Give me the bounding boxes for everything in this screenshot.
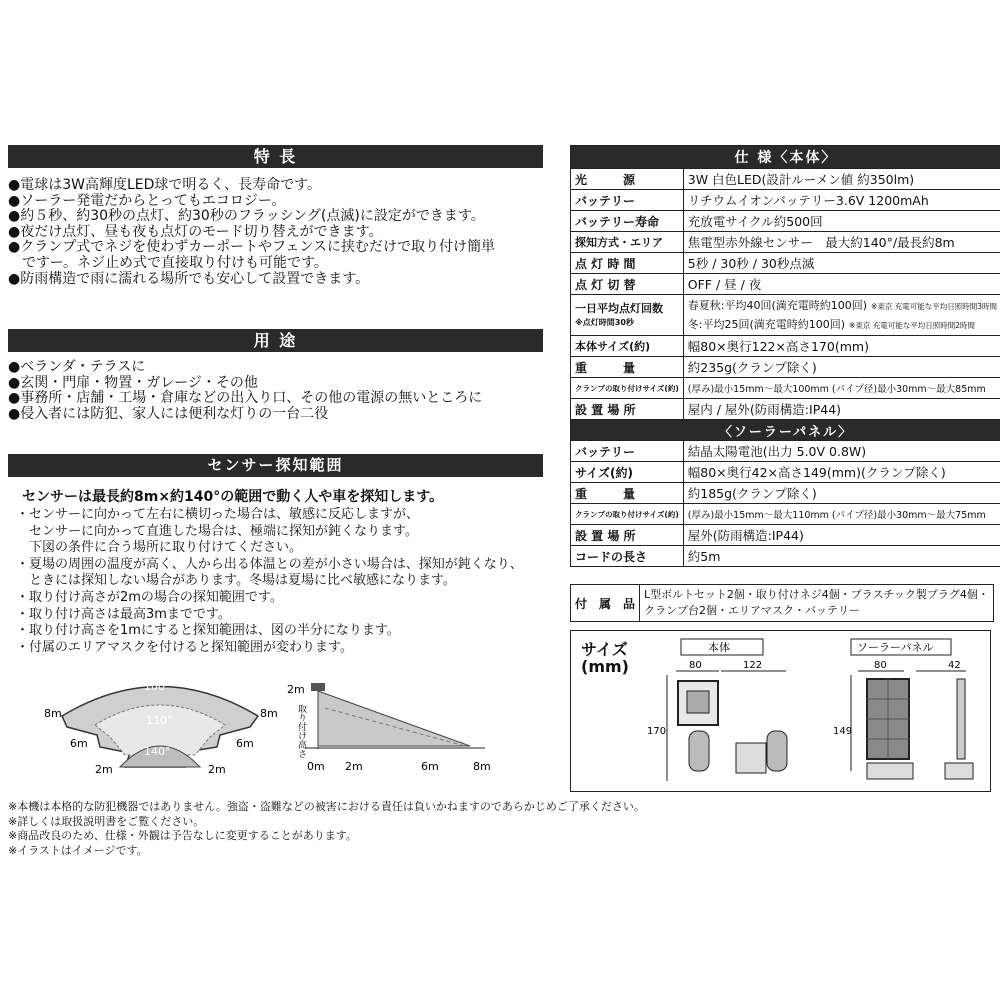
list-item: ●玄関・門扉・物置・ガレージ・その他 (8, 374, 258, 391)
table-row: クランプの取り付けサイズ(約) (厚み)最小15mm〜最大100mm (パイプ径)最小30mm〜最大85mm (571, 378, 1000, 399)
list-item: センサーに向かって直進した場合は、極端に探知が鈍くなります。 (16, 523, 418, 539)
angle-label-140: 140° (144, 745, 171, 758)
table-row (571, 295, 1000, 336)
footnote: ※本機は本格的な防犯機器ではありません。強盗・盗難などの被害における責任は負いかねますのであらかじめご了承ください。 (8, 800, 645, 813)
table-row: 付 属 品 L型ボルトセット2個・取り付けネジ4個・プラスチック製プラグ4個・ クランプ台2個・エリアマスク・バッテリー (571, 585, 994, 622)
range-label: 2m (208, 763, 226, 776)
axis-tick: 6m (421, 760, 439, 773)
list-item: ・夏場の周囲の温度が高く、人から出る体温との差が小さい場合は、探知が鈍くなり、 (16, 556, 523, 572)
list-item: ・センサーに向かって左右に横切った場合は、敏感に反応しますが、 (16, 507, 420, 522)
axis-tick: 8m (473, 760, 491, 773)
features-list (8, 178, 495, 287)
height-axis-label: 取り付け高さ (296, 704, 306, 758)
range-label: 8m (260, 707, 278, 720)
angle-label-110: 110° (146, 714, 173, 727)
list-item: ・取り付け高さを1mにすると探知範囲は、図の半分になります。 (16, 623, 400, 639)
list-item: ときには探知しない場合があります。冬場は夏場に比べ敏感になります。 (16, 573, 456, 589)
dimension-label: 42 (948, 660, 961, 671)
spec-body-table (570, 145, 1000, 567)
list-item: ●ソーラー発電だからとってもエコロジー。 (8, 192, 286, 209)
height-label: 2m (287, 683, 305, 696)
table-row: 重 量 約185g(クランプ除く) (571, 483, 1000, 504)
dimension-label: 80 (874, 660, 887, 671)
accessories-line: クランプ台2個・エリアマスク・バッテリー (644, 604, 861, 617)
footnotes (8, 800, 645, 858)
dimension-label: 149 (833, 726, 853, 737)
sensor-heading: センサー探知範囲 (8, 454, 543, 477)
table-row: クランプの取り付けサイズ(約) (厚み)最小15mm〜最大110mm (パイプ径)最小30mm〜最大75mm (571, 504, 1000, 525)
list-item: ●クランプ式でネジを使わずカーポートやフェンスに挟むだけで取り付け簡単 (8, 239, 495, 256)
list-item: ・取り付け高さが2mの場合の探知範囲です。 (16, 589, 283, 605)
list-item: 下図の条件に合う場所に取り付けてください。 (16, 540, 303, 556)
body-size-label: 本体 (708, 641, 730, 654)
table-row: 探知方式・エリア 焦電型赤外線センサー 最大約140°/最長約8m (571, 232, 1000, 253)
uses-heading: 用 途 (8, 329, 543, 352)
axis-tick: 0m (307, 760, 325, 773)
sensor-list (16, 507, 523, 656)
table-row: バッテリー 結晶太陽電池(出力 5.0V 0.8W) (571, 441, 1000, 462)
table-row: 光 源 3W 白色LED(設計ルーメン値 約350lm) (571, 169, 1000, 190)
list-item: ですー。ネジ止め式で直接取り付けも可能です。 (8, 254, 328, 271)
range-label: 6m (236, 737, 254, 750)
footnote: ※商品改良のため、仕様・外観は予告なしに変更することがあります。 (8, 829, 357, 842)
list-item: ・付属のエリアマスクを付けると探知範囲が変わります。 (16, 639, 353, 655)
features-heading: 特 長 (8, 145, 543, 168)
list-item: ●侵入者には防犯、家人には便利な灯りの一台二役 (8, 405, 329, 422)
range-label: 8m (44, 707, 62, 720)
angle-label-100: 100° (144, 680, 171, 693)
spec-panel-heading: 〈ソーラーパネル〉 (571, 420, 1000, 441)
sensor-range-diagram (40, 675, 280, 780)
spec-note: ※東京 充電可能な平均日照時間2時間 (849, 321, 975, 330)
table-row: 点 灯 切 替 OFF / 昼 / 夜 (571, 274, 1000, 295)
size-unit: (mm) (581, 657, 629, 676)
table-row: 本体サイズ(約) 幅80×奥行122×高さ170(mm) (571, 336, 1000, 357)
table-row: バッテリー寿命 充放電サイクル約500回 (571, 211, 1000, 232)
dimension-label: 122 (743, 660, 763, 671)
list-item: ●夜だけ点灯、昼も夜も点灯のモード切り替えができます。 (8, 223, 383, 240)
table-row: 設 置 場 所 屋外(防雨構造:IP44) (571, 525, 1000, 546)
spec-note: ※東京 充電可能な平均日照時間3時間 (871, 302, 997, 311)
range-label: 6m (70, 737, 88, 750)
mount-height-diagram (285, 678, 500, 778)
list-item: ●防雨構造で雨に濡れる場所でも安心して設置できます。 (8, 270, 370, 287)
table-row: バッテリー リチウムイオンバッテリー3.6V 1200mAh (571, 190, 1000, 211)
axis-tick: 2m (345, 760, 363, 773)
spec-body-heading: 仕 様〈本体〉 (571, 146, 1000, 169)
table-row: サイズ(約) 幅80×奥行42×高さ149(mm)(クランプ除く) (571, 462, 1000, 483)
list-item: ●ベランダ・テラスに (8, 359, 146, 375)
spec-key-note: ※点灯時間30秒 (575, 317, 634, 327)
table-row: 設 置 場 所 屋内 / 屋外(防雨構造:IP44) (571, 399, 1000, 420)
uses-list (8, 360, 482, 422)
list-item: ●事務所・店舗・工場・倉庫などの出入り口、その他の電源の無いところに (8, 390, 483, 407)
list-item: ●電球は3W高輝度LED球で明るく、長寿命です。 (8, 177, 321, 193)
size-illustrations (571, 631, 990, 791)
range-label: 2m (95, 763, 113, 776)
spec-value: 春夏秋:平均40回(満充電時約100回) (687, 299, 868, 312)
footnote: ※詳しくは取扱説明書をご覧ください。 (8, 814, 205, 828)
sensor-lead: センサーは最長約8m×約140°の範囲で動く人や車を探知します。 (22, 489, 444, 505)
spec-value: 冬:平均25回(満充電時約100回) (687, 318, 846, 331)
accessories-table (570, 584, 994, 622)
table-row: 重 量 約235g(クランプ除く) (571, 357, 1000, 378)
spec-key: 一日平均点灯回数 (575, 301, 663, 315)
footnote: ※イラストはイメージです。 (8, 843, 148, 857)
table-row: コードの長さ 約5m (571, 546, 1000, 567)
accessories-line: L型ボルトセット2個・取り付けネジ4個・プラスチック製プラグ4個・ (644, 588, 989, 601)
panel-size-label: ソーラーパネル (857, 641, 934, 654)
table-row: 点 灯 時 間 5秒 / 30秒 / 30秒点滅 (571, 253, 1000, 274)
dimension-label: 170 (647, 726, 667, 737)
list-item: ●約５秒、約30秒の点灯、約30秒のフラッシング(点滅)に設定ができます。 (8, 208, 485, 225)
size-diagram-box (570, 630, 991, 792)
list-item: ・取り付け高さは最高3mまでです。 (16, 606, 231, 622)
dimension-label: 80 (689, 660, 702, 671)
size-title: サイズ (581, 640, 628, 659)
